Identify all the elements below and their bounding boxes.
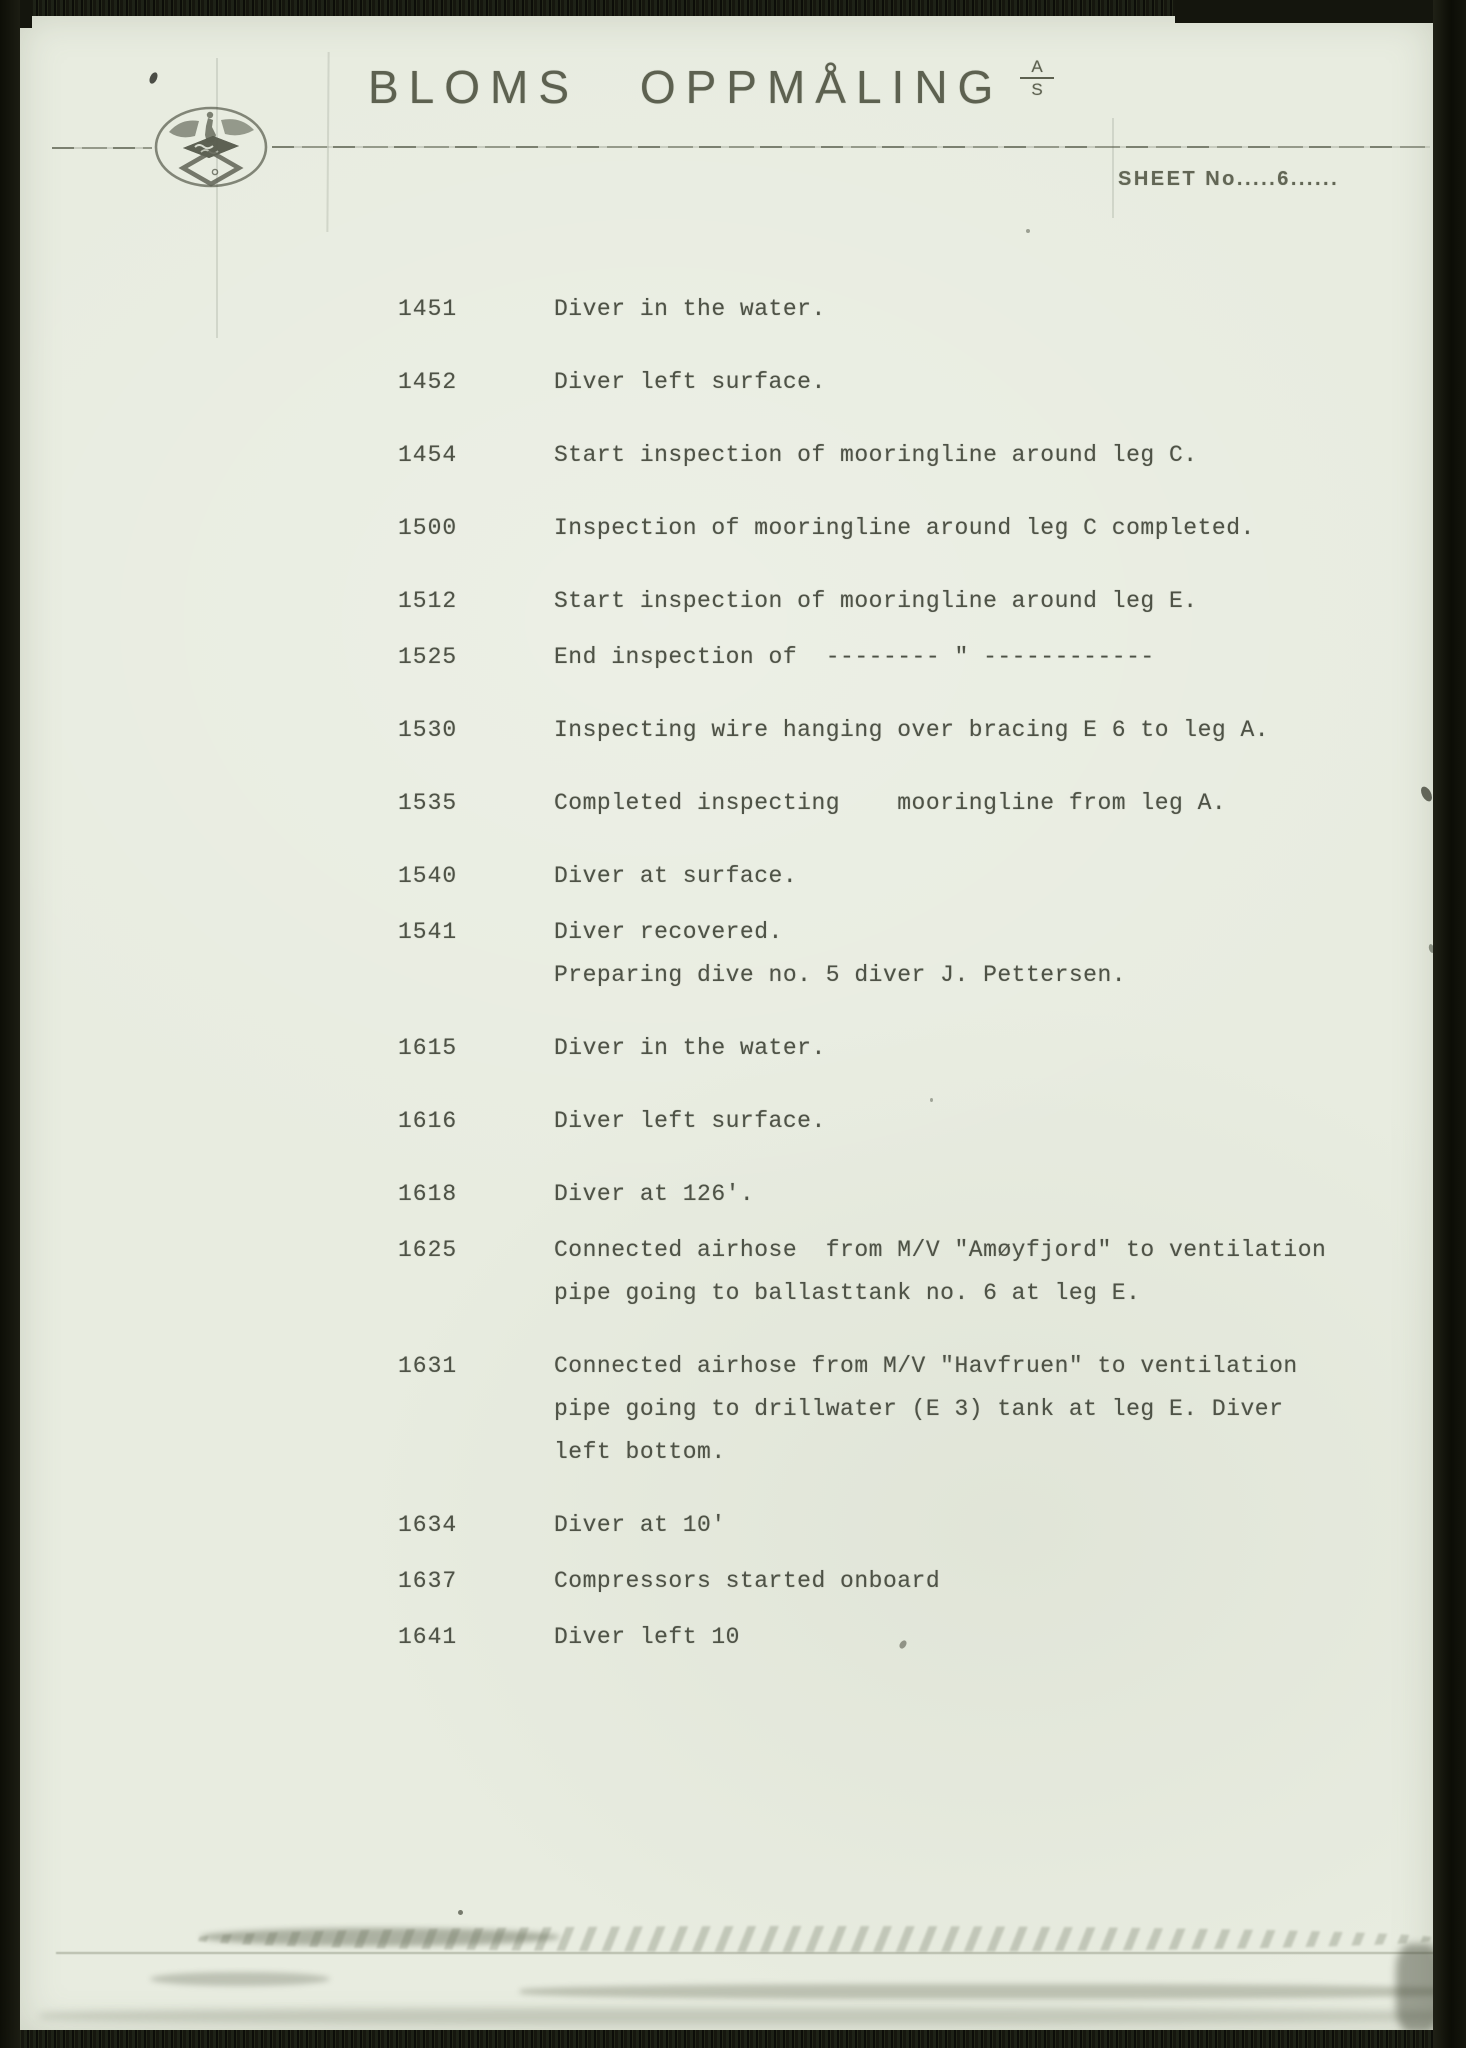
company-name: BLOMS OPPMÅLING [368, 61, 1004, 113]
log-line: Diver at 126'. [554, 1181, 755, 1207]
log-time: 1535 [398, 790, 458, 816]
log-time: 1451 [398, 296, 458, 322]
log-time: 1530 [398, 717, 458, 743]
log-entry-text [554, 1027, 826, 1070]
dive-log [398, 288, 1378, 1659]
log-entry-text [554, 911, 1126, 997]
log-line: Start inspection of mooringline around leg E. [554, 588, 1198, 614]
header-rule-left [52, 147, 152, 149]
log-line: Diver left surface. [554, 1108, 826, 1134]
scan-edge-right [1433, 0, 1466, 2048]
scan-edge-bottom [0, 2030, 1466, 2048]
log-line: Connected airhose from M/V "Havfruen" to ventilation [554, 1353, 1298, 1379]
log-line: Diver at 10' [554, 1512, 726, 1538]
log-entry-text [554, 288, 826, 331]
log-line: Diver at surface. [554, 863, 798, 889]
log-entry-text [554, 507, 1255, 550]
log-row [398, 1345, 1378, 1474]
log-row [398, 1560, 1378, 1603]
log-entry-text [554, 1560, 940, 1603]
log-line: Preparing dive no. 5 diver J. Pettersen. [554, 962, 1127, 988]
log-row [398, 855, 1378, 898]
log-line: Diver recovered. [554, 919, 783, 945]
log-row [398, 1616, 1378, 1659]
log-line: End inspection of -------- " ------------ [554, 644, 1155, 670]
log-entry-text [554, 1100, 826, 1143]
log-time: 1541 [398, 919, 458, 945]
log-entry-text [554, 1504, 726, 1547]
header-rule-right [272, 146, 1430, 148]
log-line: Diver in the water. [554, 296, 826, 322]
log-time: 1500 [398, 515, 458, 541]
log-time: 1634 [398, 1512, 458, 1538]
sheet-number [1118, 168, 1339, 191]
log-row [398, 288, 1378, 331]
log-line: pipe going to drillwater (E 3) tank at leg E. Diver [554, 1396, 1284, 1422]
log-line: pipe going to ballasttank no. 6 at leg E. [554, 1280, 1141, 1306]
log-row [398, 1027, 1378, 1070]
log-time: 1618 [398, 1181, 458, 1207]
log-line: Inspection of mooringline around leg C completed. [554, 515, 1255, 541]
log-row [398, 580, 1378, 623]
log-time: 1637 [398, 1568, 458, 1594]
log-row [398, 1173, 1378, 1216]
log-entry-text [554, 709, 1269, 752]
log-line: Compressors started onboard [554, 1568, 941, 1594]
company-suffix-a: A [1020, 58, 1054, 79]
log-row [398, 507, 1378, 550]
log-line: Completed inspecting mooringline from leg A. [554, 790, 1227, 816]
log-entry-text [554, 361, 826, 404]
log-line: Diver left 10 [554, 1624, 740, 1650]
log-entry-text [554, 855, 797, 898]
log-line: Diver in the water. [554, 1035, 826, 1061]
log-entry-text [554, 580, 1198, 623]
company-suffix-s: S [1031, 80, 1043, 99]
log-entry-text [554, 434, 1198, 477]
log-time: 1525 [398, 644, 458, 670]
sheet-number-label: SHEET No. [1118, 168, 1245, 190]
log-entry-text [554, 1616, 740, 1659]
log-time: 1452 [398, 369, 458, 395]
log-line: left bottom. [554, 1439, 726, 1465]
log-entry-text [554, 1229, 1326, 1315]
log-entry-text [554, 782, 1226, 825]
log-time: 1512 [398, 588, 458, 614]
log-time: 1625 [398, 1237, 458, 1263]
sheet-number-value: 6 [1277, 168, 1291, 190]
log-row [398, 782, 1378, 825]
log-row [398, 1100, 1378, 1143]
log-time: 1540 [398, 863, 458, 889]
log-time: 1631 [398, 1353, 458, 1379]
log-time: 1641 [398, 1624, 458, 1650]
log-entry-text [554, 1345, 1298, 1474]
log-time: 1454 [398, 442, 458, 468]
log-entry-text [554, 1173, 754, 1216]
log-time: 1615 [398, 1035, 458, 1061]
log-row [398, 911, 1378, 997]
log-row [398, 636, 1378, 679]
log-row [398, 361, 1378, 404]
sheet-number-dots-after: ...... [1290, 168, 1340, 190]
log-entry-text [554, 636, 1155, 679]
log-row [398, 1229, 1378, 1315]
log-time: 1616 [398, 1108, 458, 1134]
log-row [398, 434, 1378, 477]
log-line: Start inspection of mooringline around leg C. [554, 442, 1198, 468]
company-suffix-as [1020, 58, 1054, 98]
log-row [398, 709, 1378, 752]
log-line: Inspecting wire hanging over bracing E 6 to leg A. [554, 717, 1270, 743]
scan-edge-top-right [1175, 0, 1466, 23]
scan-edge-left [0, 0, 20, 2048]
sheet-number-dots-before: .... [1244, 168, 1278, 190]
log-line: Diver left surface. [554, 369, 826, 395]
log-row [398, 1504, 1378, 1547]
log-line: Connected airhose from M/V "Amøyfjord" to ventilation [554, 1237, 1327, 1263]
bloms-logo-icon [153, 104, 269, 190]
